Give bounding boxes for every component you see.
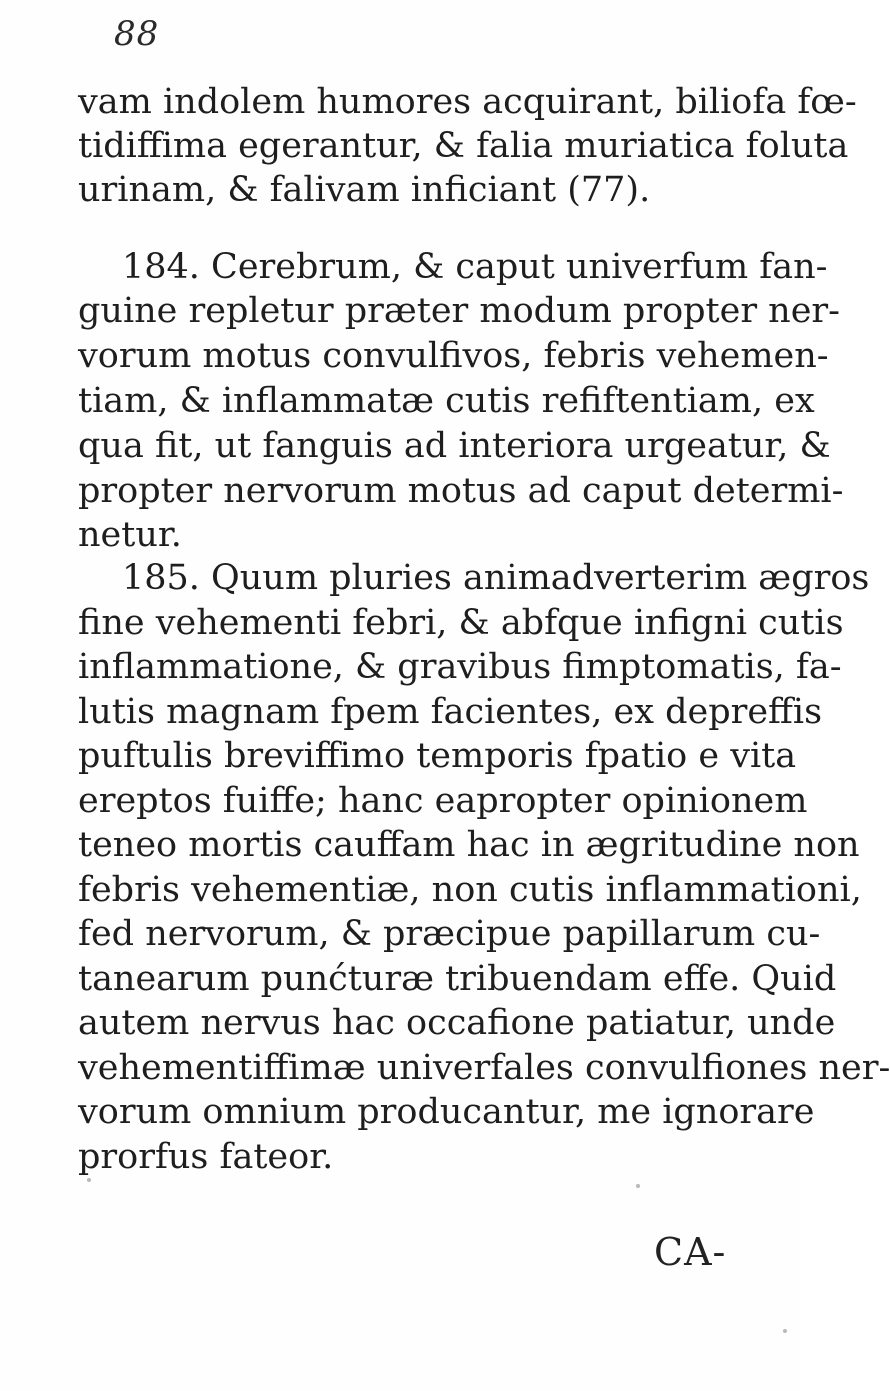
text-line: lutis magnam fpem facientes, ex depreffis bbox=[78, 692, 823, 732]
text-line: urinam, & falivam inficiant (77). bbox=[78, 170, 651, 210]
catchword: CA- bbox=[654, 1230, 727, 1274]
text-line: fed nervorum, & præcipue papillarum cu- bbox=[78, 914, 821, 954]
text-line: fine vehementi febri, & abfque infigni cutis bbox=[78, 603, 844, 643]
paper-speck bbox=[783, 1329, 787, 1333]
text-line: tanearum punćturæ tribuendam effe. Quid bbox=[78, 959, 837, 999]
page-number: 88 bbox=[114, 14, 160, 54]
text-line: propter nervorum motus ad caput determi- bbox=[78, 471, 844, 511]
paper-speck bbox=[636, 1184, 640, 1188]
text-line: puftulis breviffimo temporis fpatio e vita bbox=[78, 736, 797, 776]
text-line: inflammatione, & gravibus fimptomatis, fa- bbox=[78, 647, 842, 687]
text-line: prorfus fateor. bbox=[78, 1137, 334, 1177]
text-line: febris vehementiæ, non cutis inflammationi, bbox=[78, 870, 862, 910]
text-line: vehementiffimæ univerfales convulfiones ner- bbox=[78, 1048, 890, 1088]
text-line: netur. bbox=[78, 515, 182, 555]
section-185-heading-line: 185. Quum pluries animadverterim ægros bbox=[122, 558, 870, 598]
text-line: teneo mortis cauffam hac in ægritudine non bbox=[78, 825, 860, 865]
text-line: ereptos fuiffe; hanc eapropter opinionem bbox=[78, 781, 808, 821]
paper-speck bbox=[87, 1178, 91, 1182]
text-line: vorum motus convulfivos, febris vehemen- bbox=[78, 336, 829, 376]
text-line: tiam, & inflammatæ cutis refiftentiam, ex bbox=[78, 381, 815, 421]
text-line: guine repletur præter modum propter ner- bbox=[78, 291, 840, 331]
text-line: vam indolem humores acquirant, biliofa fœ- bbox=[78, 82, 857, 122]
text-line: vorum omnium producantur, me ignorare bbox=[78, 1092, 815, 1132]
text-line: qua fit, ut fanguis ad interiora urgeatur, & bbox=[78, 426, 831, 466]
text-line: autem nervus hac occafione patiatur, unde bbox=[78, 1003, 836, 1043]
text-line: tidiffima egerantur, & falia muriatica foluta bbox=[78, 126, 849, 166]
section-184-heading-line: 184. Cerebrum, & caput univerfum fan- bbox=[122, 247, 828, 287]
